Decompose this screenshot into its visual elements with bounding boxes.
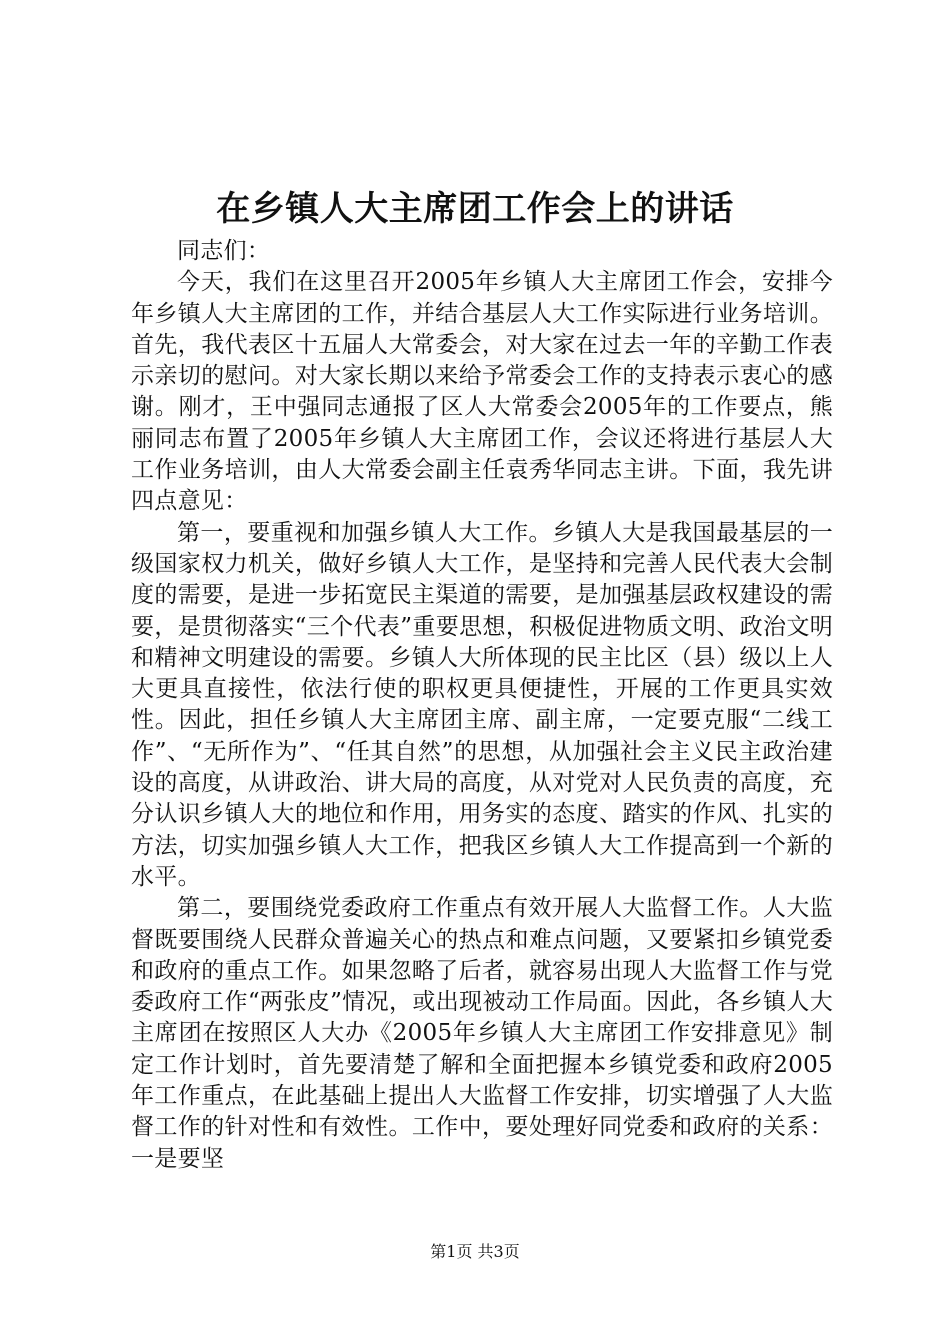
paragraph-point-two: 第二，要围绕党委政府工作重点有效开展人大监督工作。人大监督既要围绕人民群众普遍关心的热点和难点问题，又要紧扣乡镇党委和政府的重点工作。如果忽略了后者，就容易出现人大监督工作与党委政府工作“两张皮”情况，或出现被动工作局面。因此，各乡镇人大主席团在按照区人大办《2005年乡镇人大主席团工作安排意见》制定工作计划时，首先要清楚了解和全面把握本乡镇党委和政府2005年工作重点，在此基础上提出人大监督工作安排，切实增强了人大监督工作的针对性和有效性。工作中，要处理好同党委和政府的关系：一是要坚 (131, 895, 833, 1172)
page-number: 第1页 共3页 (430, 1242, 520, 1261)
document-body (131, 236, 833, 1175)
document-title: 在乡镇人大主席团工作会上的讲话 (216, 189, 734, 229)
paragraph-point-one: 第一，要重视和加强乡镇人大工作。乡镇人大是我国最基层的一级国家权力机关，做好乡镇人大工作，是坚持和完善人民代表大会制度的需要，是进一步拓宽民主渠道的需要，是加强基层政权建设的需要，是贯彻落实“三个代表”重要思想，积极促进物质文明、政治文明和精神文明建设的需要。乡镇人大所体现的民主比区（县）级以上人大更具直接性，依法行使的职权更具便捷性，开展的工作更具实效性。因此，担任乡镇人大主席团主席、副主席，一定要克服“二线工作”、“无所作为”、“任其自然”的思想，从加强社会主义民主政治建设的高度，从讲政治、讲大局的高度，从对党对人民负责的高度，充分认识乡镇人大的地位和作用，用务实的态度、踏实的作风、扎实的方法，切实加强乡镇人大工作，把我区乡镇人大工作提高到一个新的水平。 (131, 519, 833, 890)
salutation: 同志们： (177, 238, 271, 264)
paragraph-intro: 今天，我们在这里召开2005年乡镇人大主席团工作会，安排今年乡镇人大主席团的工作，并结合基层人大工作实际进行业务培训。首先，我代表区十五届人大常委会，对大家在过去一年的辛勤工作表示亲切的慰问。对大家长期以来给予常委会工作的支持表示衷心的感谢。刚才，王中强同志通报了区人大常委会2005年的工作要点，熊丽同志布置了2005年乡镇人大主席团工作，会议还将进行基层人大工作业务培训，由人大常委会副主任袁秀华同志主讲。下面，我先讲四点意见： (131, 269, 833, 515)
